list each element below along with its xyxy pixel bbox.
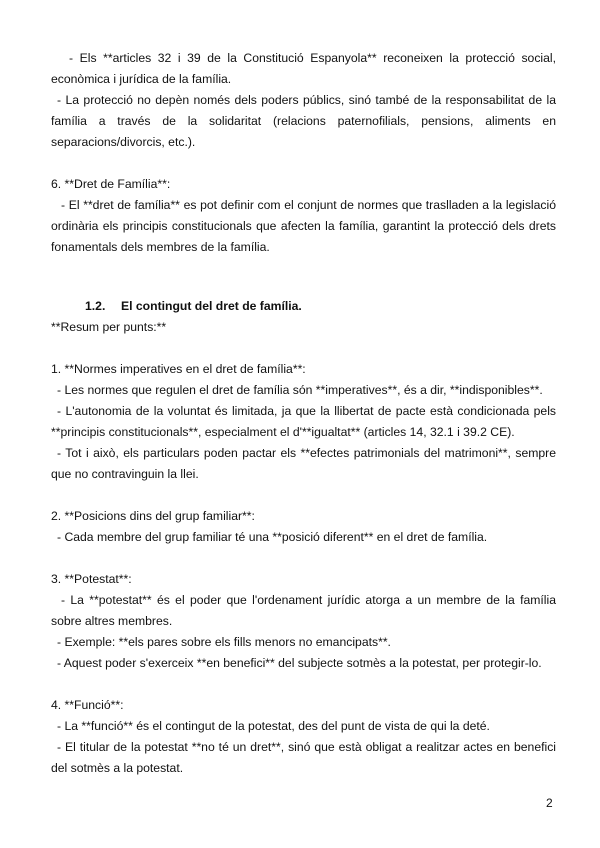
paragraph-articles: - Els **articles 32 i 39 de la Constitució Espanyola** reconeixen la protecció social, econòmica i jurídica de la família. bbox=[51, 51, 556, 86]
paragraph-family-law-definition: - El **dret de família** es pot definir com el conjunt de normes que traslladen a la legislació ordinària els principis constitucionals que afecten la família, garantint la protecció dels drets fonamentals dels membres de la família. bbox=[51, 198, 556, 254]
heading-number: 1.2. bbox=[85, 299, 106, 313]
point-3-b: - Exemple: **els pares sobre els fills menors no emancipats**. bbox=[57, 635, 391, 649]
point-2-title: 2. **Posicions dins del grup familiar**: bbox=[51, 509, 255, 523]
point-3-a: - La **potestat** és el poder que l'ordenament jurídic atorga a un membre de la família sobre altres membres. bbox=[51, 593, 556, 628]
point-1-b: - L'autonomia de la voluntat és limitada, ja que la llibertat de pacte està condicionada pels **principis constitucionals**, especialment el d'**igualtat** (articles 14, 32.1 i 39.2 CE). bbox=[51, 404, 556, 439]
section-6-title: 6. **Dret de Família**: bbox=[51, 177, 171, 191]
point-3-title: 3. **Potestat**: bbox=[51, 572, 132, 586]
summary-label: **Resum per punts:** bbox=[51, 320, 167, 334]
point-1-title: 1. **Normes imperatives en el dret de família**: bbox=[51, 362, 306, 376]
point-4-title: 4. **Funció**: bbox=[51, 698, 124, 712]
point-4-a: - La **funció** és el contingut de la potestat, des del punt de vista de qui la deté. bbox=[57, 719, 490, 733]
paragraph-protection: - La protecció no depèn només dels poders públics, sinó també de la responsabilitat de la família a través de la solidaritat (relacions paternofilials, pensions, aliments en separacions/divorcis, etc.). bbox=[51, 93, 556, 149]
point-4-b: - El titular de la potestat **no té un dret**, sinó que està obligat a realitzar actes en benefici del sotmès a la potestat. bbox=[51, 740, 556, 775]
point-2-a: - Cada membre del grup familiar té una **posició diferent** en el dret de família. bbox=[57, 530, 488, 544]
point-1-a: - Les normes que regulen el dret de família són **imperatives**, és a dir, **indisponibles**. bbox=[57, 383, 543, 397]
point-1-c: - Tot i això, els particulars poden pactar els **efectes patrimonials del matrimoni**, sempre que no contravinguin la llei. bbox=[51, 446, 556, 481]
heading-title: El contingut del dret de família. bbox=[121, 299, 302, 313]
section-heading bbox=[85, 296, 556, 317]
point-3-c: - Aquest poder s'exerceix **en benefici** del subjecte sotmès a la potestat, per protegir-lo. bbox=[57, 656, 542, 670]
page-number: 2 bbox=[546, 796, 553, 810]
document-page bbox=[51, 48, 556, 779]
